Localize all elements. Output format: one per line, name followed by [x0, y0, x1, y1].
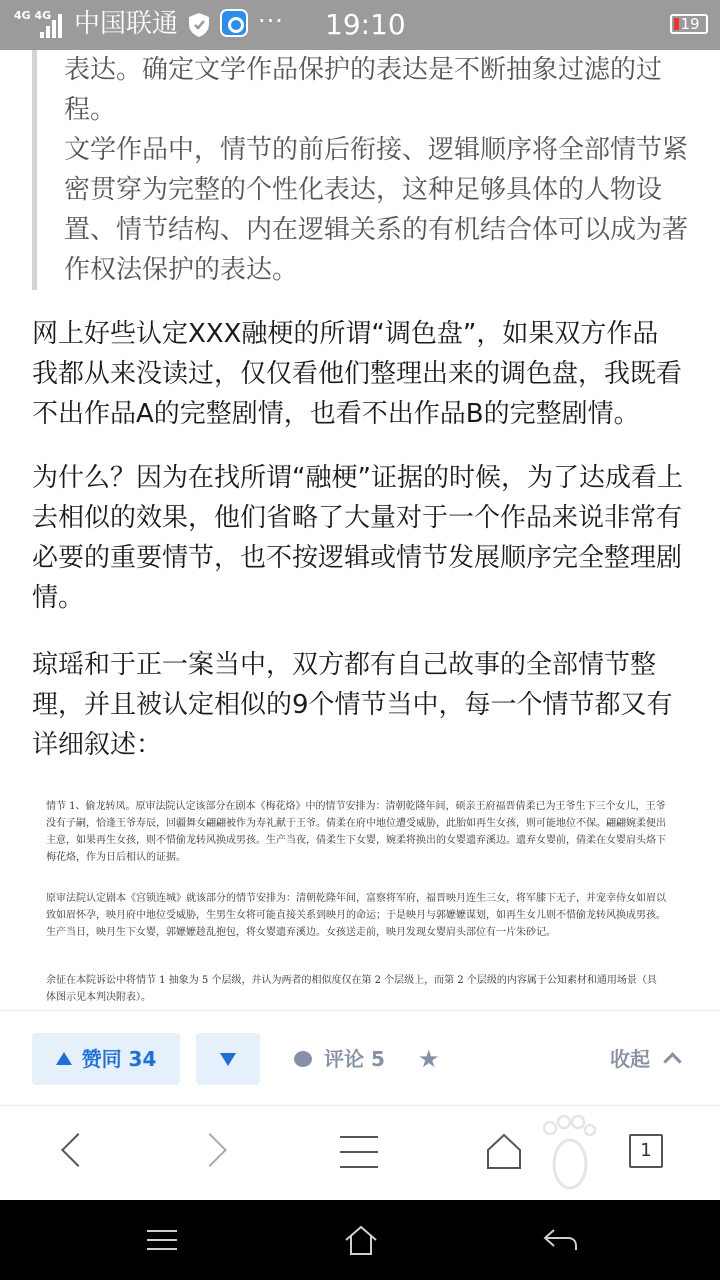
status-bar — [0, 0, 720, 50]
answer-paragraph: 琼瑶和于正一案当中，双方都有自己故事的全部情节整理，并且被认定相似的9个情节当中，每一个情节都又有详细叙述： — [32, 650, 673, 760]
nav-back-icon[interactable] — [542, 1226, 578, 1254]
blockquote — [32, 50, 692, 290]
tabs-count-button[interactable]: 1 — [629, 1134, 663, 1168]
chevron-up-icon — [663, 1052, 681, 1070]
scan-text-block: 情节 1、偷龙转凤。原审法院认定该部分在剧本《梅花烙》中的情节安排为：清朝乾隆年间，硕亲王府福晋倩柔已为王爷生下三个女儿，王爷没有子嗣，恰逢王爷寿辰，回疆舞女翩翩被作为寿礼献于王爷。倩柔在府中地位遭受威胁，此胎如再生女孩，则可能地位不保。翩翩婉柔便出主意，如果再生女孩，则不惜偷龙转风换成男孩。生产当夜，倩柔生下女婴，婉柔将换出的女婴遗弃溪边。遗弃女婴前，倩柔在女婴肩头烙下梅花烙，作为日后相认的证据。 — [46, 801, 666, 863]
downvote-button[interactable] — [196, 1033, 260, 1085]
network-label: 4G 4G — [14, 9, 52, 22]
comment-button[interactable] — [294, 1045, 385, 1073]
carrier-name: 中国联通 — [74, 9, 179, 39]
battery-level: 19 — [680, 15, 700, 33]
nav-menu-icon[interactable] — [147, 1230, 177, 1250]
answer-paragraph: 网上好些认定XXX融梗的所谓“调色盘”，如果双方作品我都从来没读过，仅仅看他们整理出来的调色盘，我既看不出作品A的完整剧情，也看不出作品B的完整剧情。 — [32, 319, 683, 429]
scan-text-block: 余征在本院诉讼中将情节 1 抽象为 5 个层级，并认为两者的相似度仅在第 2 个层级上，而第 2 个层级的内容属于公知素材和通用场景（具体图示见本判决附表）。 — [46, 975, 657, 1003]
signal-icon — [40, 12, 66, 38]
upvote-icon — [56, 1052, 72, 1065]
upvote-button[interactable] — [32, 1033, 180, 1085]
footprint-watermark-icon — [532, 1112, 602, 1192]
scan-text-block: 原审法院认定剧本《宫锁连城》就该部分的情节安排为：清朝乾隆年间，富察将军府，福晋映月连生三女，将军膝下无子，并宠幸侍女如眉以致如眉怀孕，映月府中地位受威胁，生男生女将可能直接关系到映月的命运；于是映月与郭嬷嬷谋划，如再生女儿则不惜偷龙转风换成男孩。生产当日，映月生下女婴，郭嬷嬷趁乱抱包，将女婴遗弃溪边。女孩送走前，映月发现女婴肩头部位有一片朱砂记。 — [46, 893, 666, 938]
system-nav-bar — [0, 1200, 720, 1280]
shield-icon — [188, 12, 210, 38]
clock: 19:10 — [325, 8, 406, 41]
answer-action-bar — [0, 1010, 720, 1106]
upvote-label: 赞同 34 — [81, 1047, 157, 1071]
battery-icon — [670, 14, 708, 34]
collapse-button[interactable] — [610, 1045, 679, 1073]
nav-home-icon[interactable] — [344, 1224, 378, 1256]
more-notifications: ··· — [258, 7, 284, 35]
comment-icon — [294, 1051, 312, 1067]
forward-arrow-icon[interactable] — [193, 1133, 227, 1167]
home-icon[interactable] — [486, 1132, 522, 1170]
answer-paragraph: 为什么？因为在找所谓“融梗”证据的时候，为了达成看上去相似的效果，他们省略了大量对于一个作品来说非常有必要的重要情节，也不按逻辑或情节发展顺序完全整理剧情。 — [32, 463, 683, 613]
menu-icon[interactable] — [340, 1136, 378, 1168]
downvote-icon — [220, 1053, 236, 1066]
back-arrow-icon[interactable] — [61, 1133, 95, 1167]
app-notification-icon — [220, 9, 248, 37]
comment-label: 评论 5 — [324, 1047, 385, 1071]
quote-paragraph: 表达。确定文学作品保护的表达是不断抽象过滤的过程。 — [64, 55, 663, 125]
browser-toolbar — [0, 1106, 720, 1200]
favorite-star-icon[interactable]: ★ — [418, 1045, 440, 1073]
quote-paragraph: 文学作品中，情节的前后衔接、逻辑顺序将全部情节紧密贯穿为完整的个性化表达，这种足够具体的人物设置、情节结构、内在逻辑关系的有机结合体可以成为著作权法保护的表达。 — [64, 135, 689, 285]
collapse-label: 收起 — [610, 1047, 650, 1071]
